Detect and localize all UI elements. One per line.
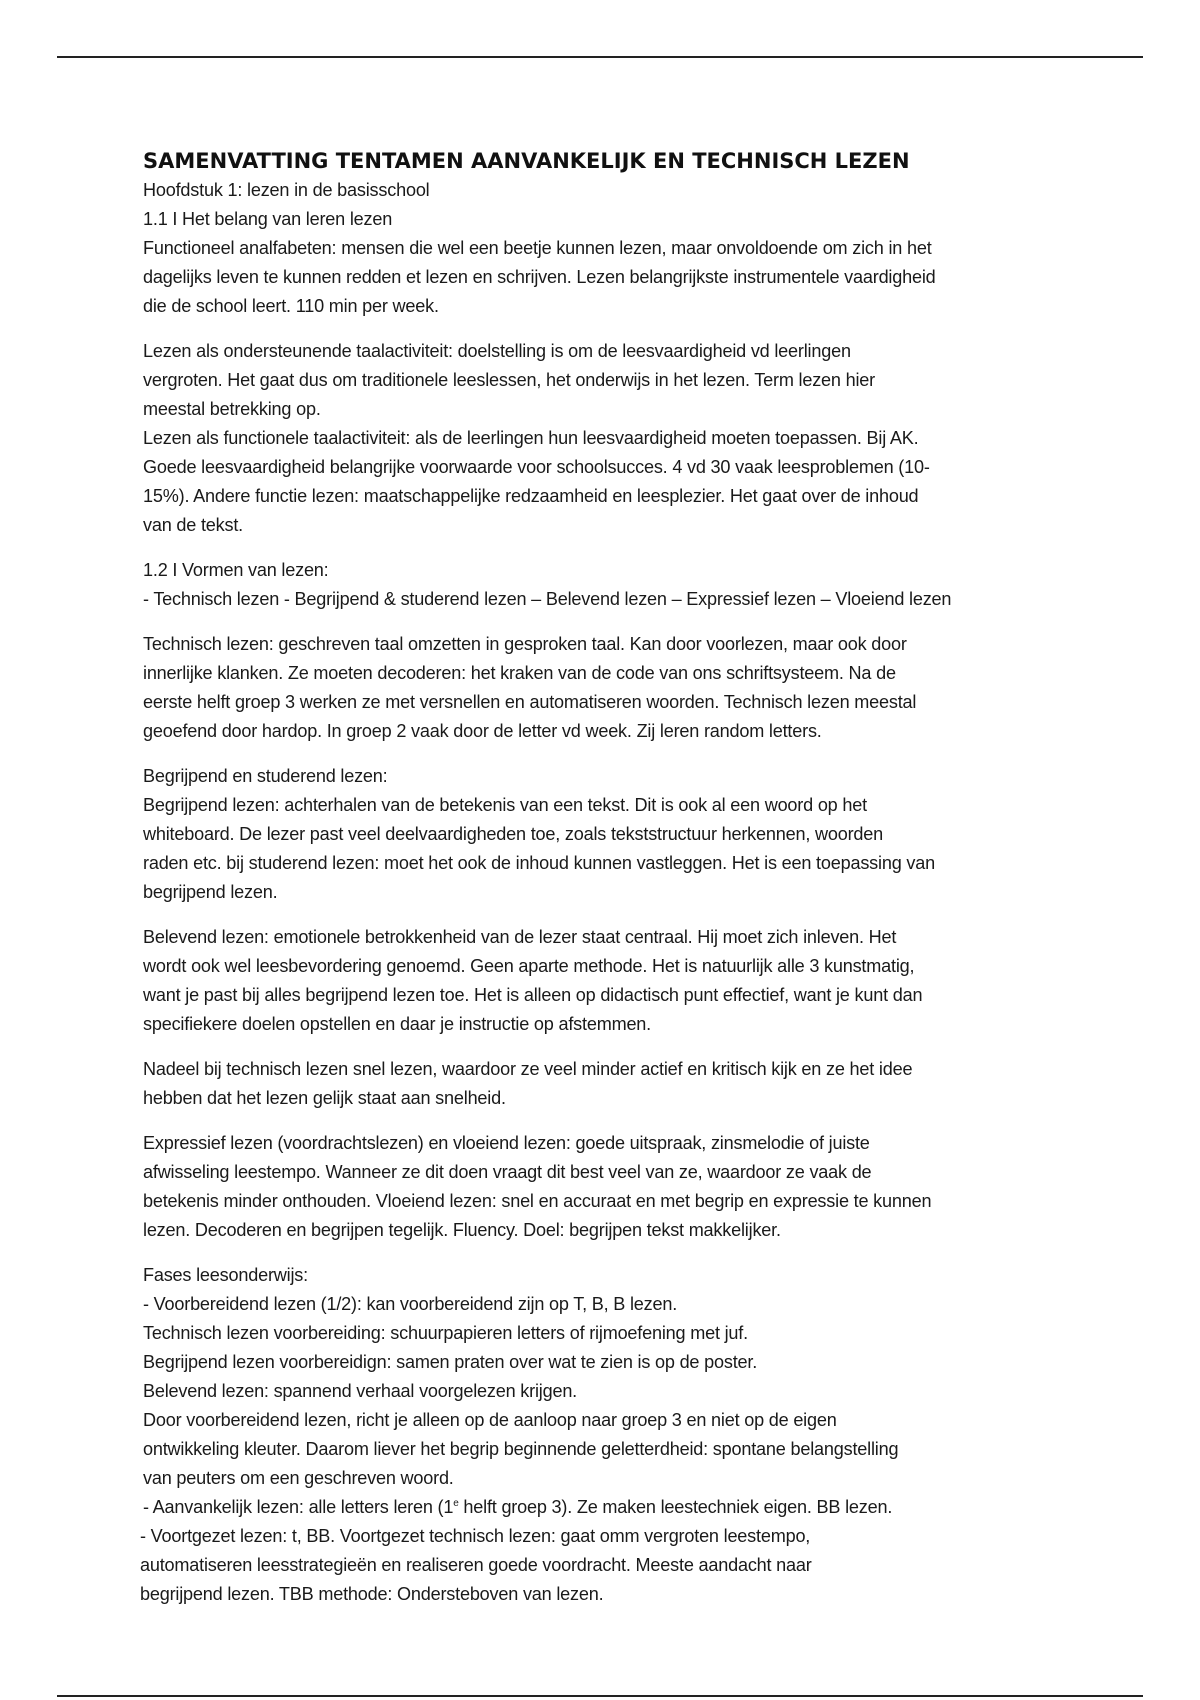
text-line: wordt ook wel leesbevordering genoemd. Geen aparte methode. Het is natuurlijk alle 3 kunstmatig, xyxy=(143,956,915,976)
footer-rule xyxy=(57,1695,1143,1697)
superscript: e xyxy=(453,1497,459,1509)
text-line: Fases leesonderwijs: xyxy=(143,1265,308,1285)
text-line: 1.2 I Vormen van lezen: xyxy=(143,560,329,580)
text-line: innerlijke klanken. Ze moeten decoderen: het kraken van de code van ons schriftsysteem. Na de xyxy=(143,663,896,683)
paragraph xyxy=(143,176,1068,321)
text-line: 1.1 I Het belang van leren lezen xyxy=(143,209,393,229)
paragraph xyxy=(143,556,1068,614)
text-line: Functioneel analfabeten: mensen die wel een beetje kunnen lezen, maar onvoldoende om zich in het xyxy=(143,238,932,258)
document-title: SAMENVATTING TENTAMEN AANVANKELIJK EN TECHNISCH LEZEN xyxy=(143,149,910,173)
text-segment: - Aanvankelijk lezen: alle letters leren (1 xyxy=(143,1497,454,1517)
text-line: Door voorbereidend lezen, richt je alleen op de aanloop naar groep 3 en niet op de eigen xyxy=(143,1410,837,1430)
text-line: dagelijks leven te kunnen redden et lezen en schrijven. Lezen belangrijkste instrumentele vaardigheid xyxy=(143,267,936,287)
text-line: Lezen als ondersteunende taalactiviteit: doelstelling is om de leesvaardigheid vd leerlingen xyxy=(143,341,851,361)
text-line: - Technisch lezen - Begrijpend & studerend lezen – Belevend lezen – Expressief lezen – Vloeiend lezen xyxy=(143,589,952,609)
text-line: begrijpend lezen. xyxy=(143,882,278,902)
header-rule xyxy=(57,56,1143,58)
text-line: Technisch lezen voorbereiding: schuurpapieren letters of rijmoefening met juf. xyxy=(143,1323,748,1343)
paragraph xyxy=(143,630,1068,746)
text-line: betekenis minder onthouden. Vloeiend lezen: snel en accuraat en met begrip en expressie te kunnen xyxy=(143,1191,932,1211)
paragraph xyxy=(143,337,1068,540)
text-line: specifiekere doelen opstellen en daar je instructie op afstemmen. xyxy=(143,1014,651,1034)
text-line: Belevend lezen: spannend verhaal voorgelezen krijgen. xyxy=(143,1381,578,1401)
paragraph xyxy=(143,923,1068,1039)
text-line: geoefend door hardop. In groep 2 vaak door de letter vd week. Zij leren random letters. xyxy=(143,721,822,741)
paragraph xyxy=(143,762,1068,907)
document-body xyxy=(140,146,1068,1609)
paragraph xyxy=(143,1055,1068,1113)
text-line: 15%). Andere functie lezen: maatschappelijke redzaamheid en leesplezier. Het gaat over de inhoud xyxy=(143,486,919,506)
text-line: Hoofdstuk 1: lezen in de basisschool xyxy=(143,180,430,200)
text-line: Nadeel bij technisch lezen snel lezen, waardoor ze veel minder actief en kritisch kijk en ze het idee xyxy=(143,1059,913,1079)
text-line: vergroten. Het gaat dus om traditionele leeslessen, het onderwijs in het lezen. Term lezen hier xyxy=(143,370,875,390)
text-line xyxy=(143,1493,1068,1522)
text-line: whiteboard. De lezer past veel deelvaardigheden toe, zoals tekststructuur herkennen, woorden xyxy=(143,824,883,844)
text-line: Lezen als functionele taalactiviteit: als de leerlingen hun leesvaardigheid moeten toepassen. Bij AK. xyxy=(143,428,919,448)
text-line: Belevend lezen: emotionele betrokkenheid van de lezer staat centraal. Hij moet zich inleven. Het xyxy=(143,927,897,947)
paragraph xyxy=(140,1261,1068,1609)
text-line: Begrijpend en studerend lezen: xyxy=(143,766,388,786)
text-line: die de school leert. 110 min per week. xyxy=(143,296,439,316)
text-line: van peuters om een geschreven woord. xyxy=(143,1468,454,1488)
text-line: van de tekst. xyxy=(143,515,243,535)
paragraphs xyxy=(140,176,1068,1609)
text-line: Technisch lezen: geschreven taal omzetten in gesproken taal. Kan door voorlezen, maar ook door xyxy=(143,634,907,654)
text-line: hebben dat het lezen gelijk staat aan snelheid. xyxy=(143,1088,506,1108)
text-line: eerste helft groep 3 werken ze met versnellen en automatiseren woorden. Technisch lezen meestal xyxy=(143,692,917,712)
text-line: begrijpend lezen. TBB methode: Ondersteboven van lezen. xyxy=(140,1584,604,1604)
text-line: afwisseling leestempo. Wanneer ze dit doen vraagt dit best veel van ze, waardoor ze vaak de xyxy=(143,1162,872,1182)
text-line: - Voortgezet lezen: t, BB. Voortgezet technisch lezen: gaat omm vergroten leestempo, xyxy=(140,1526,811,1546)
text-line: lezen. Decoderen en begrijpen tegelijk. Fluency. Doel: begrijpen tekst makkelijker. xyxy=(143,1220,781,1240)
text-line: ontwikkeling kleuter. Daarom liever het begrip beginnende geletterdheid: spontane belangstelling xyxy=(143,1439,899,1459)
text-line: want je past bij alles begrijpend lezen toe. Het is alleen op didactisch punt effectief, want je kunt dan xyxy=(143,985,923,1005)
text-line: automatiseren leesstrategieën en realiseren goede voordracht. Meeste aandacht naar xyxy=(140,1555,812,1575)
text-line: Expressief lezen (voordrachtslezen) en vloeiend lezen: goede uitspraak, zinsmelodie of juiste xyxy=(143,1133,870,1153)
text-segment: helft groep 3). Ze maken leestechniek eigen. BB lezen. xyxy=(458,1497,893,1517)
text-line: raden etc. bij studerend lezen: moet het ook de inhoud kunnen vastleggen. Het is een toepassing van xyxy=(143,853,935,873)
text-line: Goede leesvaardigheid belangrijke voorwaarde voor schoolsucces. 4 vd 30 vaak leesproblemen (10- xyxy=(143,457,930,477)
text-line: Begrijpend lezen voorbereidign: samen praten over wat te zien is op de poster. xyxy=(143,1352,758,1372)
text-line: - Voorbereidend lezen (1/2): kan voorbereidend zijn op T, B, B lezen. xyxy=(143,1294,678,1314)
text-line: meestal betrekking op. xyxy=(143,399,321,419)
text-line: Begrijpend lezen: achterhalen van de betekenis van een tekst. Dit is ook al een woord op het xyxy=(143,795,867,815)
paragraph xyxy=(143,1129,1068,1245)
